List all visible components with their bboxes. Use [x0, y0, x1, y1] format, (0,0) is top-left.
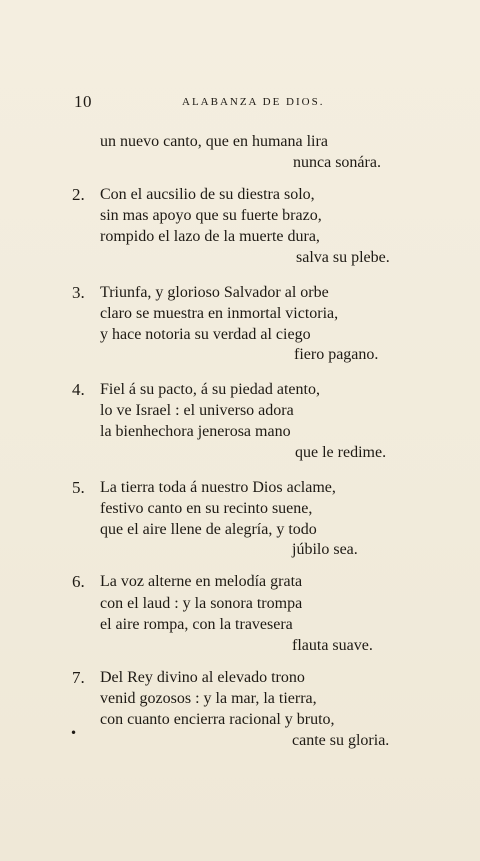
page-number: 10: [74, 92, 92, 111]
stanza-number: 4.: [72, 380, 85, 399]
verse-line: el aire rompa, con la travesera: [100, 616, 293, 633]
verse-line: la bienhechora jenerosa mano: [100, 423, 291, 440]
running-head: ALABANZA DE DIOS.: [182, 96, 325, 108]
page-header: [74, 92, 374, 112]
verse-line-short: que le redime.: [295, 444, 387, 461]
stanza-number: 2.: [72, 185, 85, 204]
stanza-number: 7.: [72, 668, 85, 687]
verse-line: sin mas apoyo que su fuerte brazo,: [100, 207, 322, 224]
verse-line-short: flauta suave.: [292, 637, 373, 654]
verse-line: Triunfa, y glorioso Salvador al orbe: [100, 284, 329, 301]
verse-line: rompido el lazo de la muerte dura,: [100, 228, 320, 245]
verse-line: Del Rey divino al elevado trono: [100, 669, 305, 686]
verse-line: claro se muestra en inmortal victoria,: [100, 305, 339, 322]
verse-line: y hace notoria su verdad al ciego: [100, 326, 311, 343]
verse-line: con el laud : y la sonora trompa: [100, 595, 303, 612]
verse-line: La voz alterne en melodía grata: [100, 573, 303, 590]
verse-line-short: fiero pagano.: [294, 346, 379, 363]
verse-line: con cuanto encierra racional y bruto,: [100, 711, 335, 728]
stanza-number: 5.: [72, 478, 85, 497]
verse-line: Con el aucsilio de su diestra solo,: [100, 186, 315, 203]
verse-line: festivo canto en su recinto suene,: [100, 500, 313, 517]
verse-line: que el aire llene de alegría, y todo: [100, 521, 317, 538]
ink-dot-mark: •: [70, 726, 78, 740]
verse-line-short: nunca sonára.: [293, 154, 381, 171]
verse-line: venid gozosos : y la mar, la tierra,: [100, 690, 317, 707]
verse-line: un nuevo canto, que en humana lira: [100, 133, 328, 150]
verse-line: Fiel á su pacto, á su piedad atento,: [100, 381, 320, 398]
verse-line-short: júbilo sea.: [292, 541, 358, 558]
verse-line: lo ve Israel : el universo adora: [100, 402, 294, 419]
stanza-number: 3.: [72, 283, 85, 302]
verse-line-short: cante su gloria.: [292, 732, 390, 749]
verse-line: La tierra toda á nuestro Dios aclame,: [100, 479, 336, 496]
verse-line-short: salva su plebe.: [296, 249, 390, 266]
stanza-number: 6.: [72, 572, 85, 591]
